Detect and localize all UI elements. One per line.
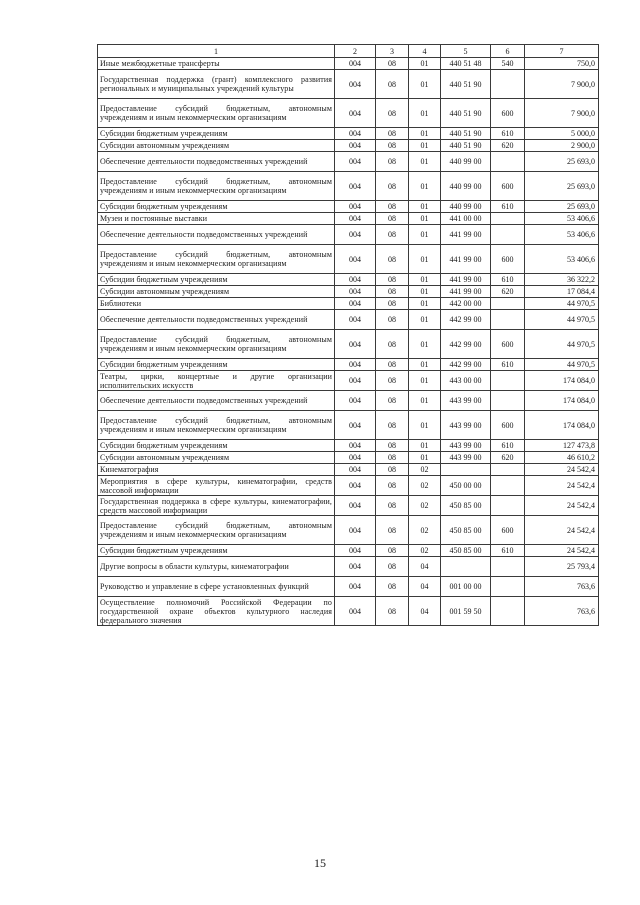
section-code: 08 [376, 140, 409, 152]
row-name: Другие вопросы в области культуры, кинематографии [98, 557, 335, 577]
table-row [98, 152, 599, 172]
subsection-code: 01 [409, 359, 441, 371]
expense-type [491, 391, 525, 411]
table-row [98, 516, 599, 545]
subsection-code: 01 [409, 128, 441, 140]
row-name: Предоставление субсидий бюджетным, автономным учреждениям и иным некоммерческим организациям [98, 411, 335, 440]
target-article: 440 51 90 [441, 70, 491, 99]
row-name: Субсидии бюджетным учреждениям [98, 440, 335, 452]
section-code: 08 [376, 274, 409, 286]
subsection-code: 01 [409, 286, 441, 298]
subsection-code: 01 [409, 274, 441, 286]
expense-type: 610 [491, 359, 525, 371]
target-article: 443 00 00 [441, 371, 491, 391]
row-name: Государственная поддержка (грант) комплексного развития региональных и муниципальных учреждений культуры [98, 70, 335, 99]
row-name: Предоставление субсидий бюджетным, автономным учреждениям и иным некоммерческим организациям [98, 172, 335, 201]
section-code: 08 [376, 496, 409, 516]
target-article: 440 51 90 [441, 99, 491, 128]
amount: 24 542,4 [525, 496, 599, 516]
table-row [98, 330, 599, 359]
ministry-code: 004 [335, 245, 376, 274]
ministry-code: 004 [335, 597, 376, 626]
amount: 24 542,4 [525, 516, 599, 545]
section-code: 08 [376, 391, 409, 411]
section-code: 08 [376, 286, 409, 298]
expense-type [491, 597, 525, 626]
subsection-code: 01 [409, 152, 441, 172]
expense-type: 610 [491, 128, 525, 140]
amount: 25 693,0 [525, 152, 599, 172]
section-code: 08 [376, 516, 409, 545]
amount: 25 793,4 [525, 557, 599, 577]
row-name: Субсидии бюджетным учреждениям [98, 359, 335, 371]
ministry-code: 004 [335, 213, 376, 225]
expense-type [491, 496, 525, 516]
expense-type: 600 [491, 411, 525, 440]
row-name: Обеспечение деятельности подведомственных учреждений [98, 152, 335, 172]
ministry-code: 004 [335, 557, 376, 577]
expense-type [491, 152, 525, 172]
row-name: Государственная поддержка в сфере культуры, кинематографии, средств массовой информации [98, 496, 335, 516]
amount: 174 084,0 [525, 391, 599, 411]
section-code: 08 [376, 172, 409, 201]
expense-type: 610 [491, 545, 525, 557]
table-row [98, 201, 599, 213]
expense-type: 600 [491, 516, 525, 545]
section-code: 08 [376, 371, 409, 391]
target-article: 440 51 90 [441, 140, 491, 152]
row-name: Субсидии автономным учреждениям [98, 286, 335, 298]
subsection-code: 01 [409, 371, 441, 391]
amount: 127 473,8 [525, 440, 599, 452]
target-article: 440 51 48 [441, 58, 491, 70]
subsection-code: 02 [409, 516, 441, 545]
row-name: Предоставление субсидий бюджетным, автономным учреждениям и иным некоммерческим организациям [98, 245, 335, 274]
ministry-code: 004 [335, 310, 376, 330]
target-article: 441 00 00 [441, 213, 491, 225]
row-name: Обеспечение деятельности подведомственных учреждений [98, 391, 335, 411]
table-row [98, 464, 599, 476]
subsection-code: 01 [409, 201, 441, 213]
amount: 44 970,5 [525, 298, 599, 310]
table-row [98, 128, 599, 140]
ministry-code: 004 [335, 140, 376, 152]
expense-type: 600 [491, 245, 525, 274]
section-code: 08 [376, 452, 409, 464]
table-row [98, 371, 599, 391]
row-name: Иные межбюджетные трансферты [98, 58, 335, 70]
table-row [98, 172, 599, 201]
row-name: Субсидии бюджетным учреждениям [98, 128, 335, 140]
table-row [98, 391, 599, 411]
target-article: 440 99 00 [441, 172, 491, 201]
ministry-code: 004 [335, 330, 376, 359]
table-row [98, 274, 599, 286]
section-code: 08 [376, 225, 409, 245]
expense-type [491, 225, 525, 245]
subsection-code: 01 [409, 330, 441, 359]
amount: 17 084,4 [525, 286, 599, 298]
row-name: Театры, цирки, концертные и другие организации исполнительских искусств [98, 371, 335, 391]
page-number: 15 [314, 856, 326, 870]
row-name: Мероприятия в сфере культуры, кинематографии, средств массовой информации [98, 476, 335, 496]
amount: 46 610,2 [525, 452, 599, 464]
ministry-code: 004 [335, 201, 376, 213]
subsection-code: 02 [409, 496, 441, 516]
row-name: Предоставление субсидий бюджетным, автономным учреждениям и иным некоммерческим организациям [98, 516, 335, 545]
expense-type: 610 [491, 201, 525, 213]
expense-type [491, 310, 525, 330]
expense-type: 620 [491, 140, 525, 152]
row-name: Осуществление полномочий Российской Федерации по государственной охране объектов культурного наследия федерального значения [98, 597, 335, 626]
ministry-code: 004 [335, 464, 376, 476]
table-row [98, 496, 599, 516]
ministry-code: 004 [335, 58, 376, 70]
target-article: 450 85 00 [441, 545, 491, 557]
table-row [98, 577, 599, 597]
section-code: 08 [376, 70, 409, 99]
expense-type [491, 298, 525, 310]
table-row [98, 359, 599, 371]
row-name: Субсидии автономным учреждениям [98, 140, 335, 152]
amount: 36 322,2 [525, 274, 599, 286]
expense-type: 600 [491, 330, 525, 359]
expense-type [491, 464, 525, 476]
table-body [98, 58, 599, 626]
table-row [98, 245, 599, 274]
amount: 2 900,0 [525, 140, 599, 152]
expense-type: 600 [491, 99, 525, 128]
subsection-code: 01 [409, 58, 441, 70]
target-article: 440 51 90 [441, 128, 491, 140]
section-code: 08 [376, 213, 409, 225]
target-article: 450 00 00 [441, 476, 491, 496]
table-row [98, 411, 599, 440]
target-article: 442 99 00 [441, 330, 491, 359]
expense-type: 620 [491, 286, 525, 298]
subsection-code: 01 [409, 298, 441, 310]
table-row [98, 452, 599, 464]
budget-table [97, 44, 599, 626]
ministry-code: 004 [335, 99, 376, 128]
row-name: Библиотеки [98, 298, 335, 310]
ministry-code: 004 [335, 577, 376, 597]
row-name: Субсидии бюджетным учреждениям [98, 545, 335, 557]
amount: 174 084,0 [525, 371, 599, 391]
column-header: 3 [376, 45, 409, 58]
amount: 25 693,0 [525, 201, 599, 213]
row-name: Обеспечение деятельности подведомственных учреждений [98, 225, 335, 245]
ministry-code: 004 [335, 411, 376, 440]
table-row [98, 140, 599, 152]
row-name: Кинематография [98, 464, 335, 476]
amount: 44 970,5 [525, 330, 599, 359]
target-article: 440 99 00 [441, 201, 491, 213]
amount: 53 406,6 [525, 213, 599, 225]
table-row [98, 440, 599, 452]
amount: 24 542,4 [525, 476, 599, 496]
subsection-code: 01 [409, 172, 441, 201]
subsection-code: 01 [409, 225, 441, 245]
expense-type [491, 213, 525, 225]
table-row [98, 286, 599, 298]
section-code: 08 [376, 201, 409, 213]
subsection-code: 02 [409, 476, 441, 496]
expense-type: 610 [491, 440, 525, 452]
target-article: 443 99 00 [441, 452, 491, 464]
row-name: Руководство и управление в сфере установленных функций [98, 577, 335, 597]
subsection-code: 02 [409, 464, 441, 476]
row-name: Субсидии бюджетным учреждениям [98, 201, 335, 213]
ministry-code: 004 [335, 496, 376, 516]
subsection-code: 01 [409, 411, 441, 440]
ministry-code: 004 [335, 516, 376, 545]
expense-type: 620 [491, 452, 525, 464]
expense-type [491, 70, 525, 99]
expense-type [491, 557, 525, 577]
ministry-code: 004 [335, 391, 376, 411]
table-row [98, 70, 599, 99]
subsection-code: 01 [409, 452, 441, 464]
section-code: 08 [376, 359, 409, 371]
row-name: Музеи и постоянные выставки [98, 213, 335, 225]
column-header: 5 [441, 45, 491, 58]
header-row [98, 45, 599, 58]
ministry-code: 004 [335, 452, 376, 464]
target-article: 442 99 00 [441, 359, 491, 371]
expense-type: 600 [491, 172, 525, 201]
ministry-code: 004 [335, 152, 376, 172]
subsection-code: 01 [409, 245, 441, 274]
section-code: 08 [376, 411, 409, 440]
table-row [98, 476, 599, 496]
ministry-code: 004 [335, 128, 376, 140]
target-article: 450 85 00 [441, 516, 491, 545]
section-code: 08 [376, 597, 409, 626]
subsection-code: 04 [409, 557, 441, 577]
table-row [98, 557, 599, 577]
table-row [98, 298, 599, 310]
column-header: 6 [491, 45, 525, 58]
section-code: 08 [376, 128, 409, 140]
target-article: 450 85 00 [441, 496, 491, 516]
subsection-code: 01 [409, 213, 441, 225]
amount: 174 084,0 [525, 411, 599, 440]
row-name: Обеспечение деятельности подведомственных учреждений [98, 310, 335, 330]
section-code: 08 [376, 152, 409, 172]
row-name: Предоставление субсидий бюджетным, автономным учреждениям и иным некоммерческим организациям [98, 330, 335, 359]
ministry-code: 004 [335, 440, 376, 452]
amount: 5 000,0 [525, 128, 599, 140]
section-code: 08 [376, 245, 409, 274]
target-article: 441 99 00 [441, 286, 491, 298]
target-article: 001 59 50 [441, 597, 491, 626]
section-code: 08 [376, 577, 409, 597]
row-name: Субсидии бюджетным учреждениям [98, 274, 335, 286]
target-article: 443 99 00 [441, 440, 491, 452]
subsection-code: 01 [409, 99, 441, 128]
target-article [441, 464, 491, 476]
row-name: Предоставление субсидий бюджетным, автономным учреждениям и иным некоммерческим организациям [98, 99, 335, 128]
amount: 53 406,6 [525, 225, 599, 245]
subsection-code: 01 [409, 440, 441, 452]
section-code: 08 [376, 298, 409, 310]
column-header: 4 [409, 45, 441, 58]
table-row [98, 225, 599, 245]
ministry-code: 004 [335, 225, 376, 245]
table-row [98, 310, 599, 330]
target-article: 442 00 00 [441, 298, 491, 310]
target-article: 001 00 00 [441, 577, 491, 597]
subsection-code: 04 [409, 597, 441, 626]
amount: 24 542,4 [525, 545, 599, 557]
column-header: 1 [98, 45, 335, 58]
section-code: 08 [376, 557, 409, 577]
amount: 763,6 [525, 577, 599, 597]
amount: 7 900,0 [525, 99, 599, 128]
target-article: 443 99 00 [441, 411, 491, 440]
section-code: 08 [376, 310, 409, 330]
row-name: Субсидии автономным учреждениям [98, 452, 335, 464]
amount: 750,0 [525, 58, 599, 70]
expense-type: 610 [491, 274, 525, 286]
ministry-code: 004 [335, 286, 376, 298]
column-header: 7 [525, 45, 599, 58]
subsection-code: 01 [409, 310, 441, 330]
amount: 763,6 [525, 597, 599, 626]
column-header: 2 [335, 45, 376, 58]
section-code: 08 [376, 330, 409, 359]
section-code: 08 [376, 99, 409, 128]
target-article: 442 99 00 [441, 310, 491, 330]
target-article: 441 99 00 [441, 274, 491, 286]
ministry-code: 004 [335, 172, 376, 201]
ministry-code: 004 [335, 70, 376, 99]
target-article [441, 557, 491, 577]
amount: 53 406,6 [525, 245, 599, 274]
ministry-code: 004 [335, 371, 376, 391]
target-article: 441 99 00 [441, 245, 491, 274]
amount: 24 542,4 [525, 464, 599, 476]
subsection-code: 01 [409, 70, 441, 99]
ministry-code: 004 [335, 476, 376, 496]
section-code: 08 [376, 58, 409, 70]
ministry-code: 004 [335, 274, 376, 286]
table-row [98, 213, 599, 225]
amount: 25 693,0 [525, 172, 599, 201]
subsection-code: 01 [409, 391, 441, 411]
expense-type: 540 [491, 58, 525, 70]
table-row [98, 99, 599, 128]
amount: 44 970,5 [525, 359, 599, 371]
subsection-code: 04 [409, 577, 441, 597]
section-code: 08 [376, 476, 409, 496]
section-code: 08 [376, 464, 409, 476]
table-row [98, 58, 599, 70]
subsection-code: 01 [409, 140, 441, 152]
table-row [98, 545, 599, 557]
expense-type [491, 476, 525, 496]
expense-type [491, 577, 525, 597]
ministry-code: 004 [335, 545, 376, 557]
target-article: 441 99 00 [441, 225, 491, 245]
section-code: 08 [376, 545, 409, 557]
target-article: 440 99 00 [441, 152, 491, 172]
target-article: 443 99 00 [441, 391, 491, 411]
ministry-code: 004 [335, 298, 376, 310]
expense-type [491, 371, 525, 391]
section-code: 08 [376, 440, 409, 452]
ministry-code: 004 [335, 359, 376, 371]
subsection-code: 02 [409, 545, 441, 557]
amount: 7 900,0 [525, 70, 599, 99]
amount: 44 970,5 [525, 310, 599, 330]
table-row [98, 597, 599, 626]
